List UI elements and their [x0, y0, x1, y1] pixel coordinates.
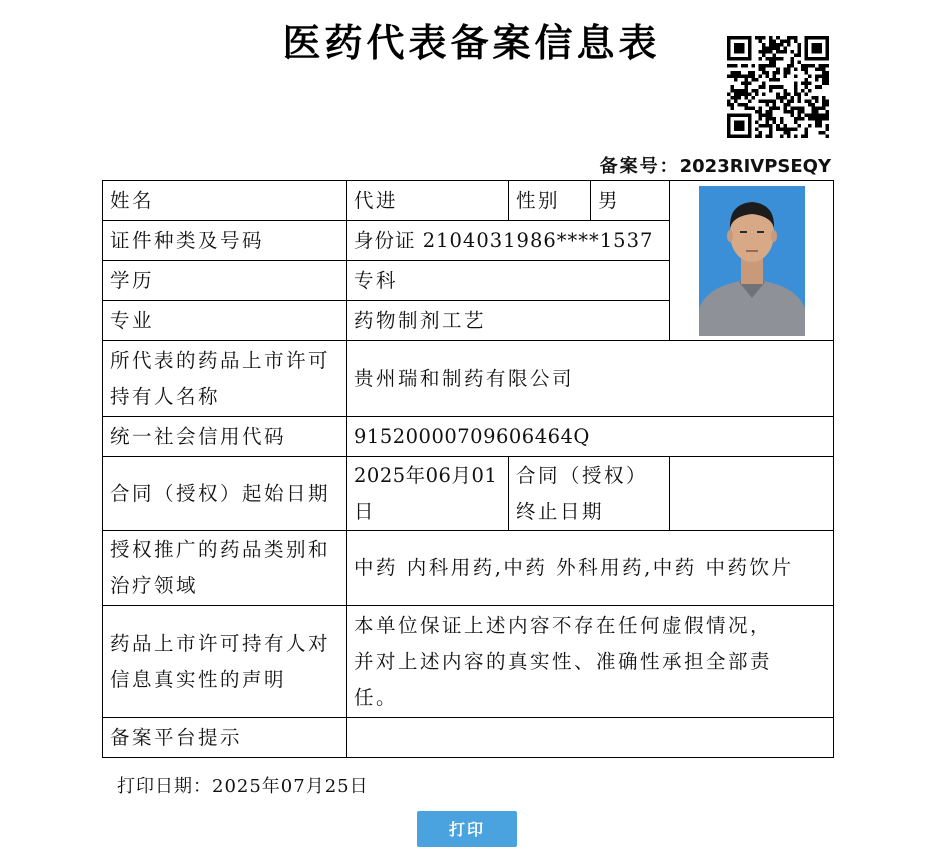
- id-label: 证件种类及号码: [103, 221, 347, 261]
- avatar: [699, 186, 805, 336]
- filing-number: [600, 152, 831, 178]
- contract-start-value: 2025年06月01日: [347, 457, 509, 531]
- major-label: 专业: [103, 301, 347, 341]
- contract-start-label: 合同（授权）起始日期: [103, 457, 347, 531]
- table-row: [103, 341, 834, 417]
- print-date-label: 打印日期：: [117, 776, 212, 797]
- qr-code: [727, 36, 829, 138]
- holder-label: 所代表的药品上市许可持有人名称: [103, 341, 347, 417]
- contract-end-label: 合同（授权）终止日期: [509, 457, 670, 531]
- contract-end-value: [670, 457, 834, 531]
- filing-number-label: 备案号：: [599, 156, 680, 177]
- drug-category-label: 授权推广的药品类别和治疗领域: [103, 531, 347, 606]
- gender-label: 性别: [509, 181, 591, 221]
- major-value: 药物制剂工艺: [347, 301, 670, 341]
- print-button[interactable]: 打印: [417, 811, 517, 847]
- print-date: [117, 772, 369, 798]
- name-label: 姓名: [103, 181, 347, 221]
- gender-value: 男: [591, 181, 670, 221]
- table-row: [103, 718, 834, 758]
- name-value: 代进: [347, 181, 509, 221]
- photo-cell: [670, 181, 834, 341]
- table-row: [103, 531, 834, 606]
- statement-value: 本单位保证上述内容不存在任何虚假情况，并对上述内容的真实性、准确性承担全部责任。: [347, 606, 834, 718]
- statement-label: 药品上市许可持有人对信息真实性的声明: [103, 606, 347, 718]
- drug-category-value: 中药 内科用药,中药 外科用药,中药 中药饮片: [347, 531, 834, 606]
- holder-value: 贵州瑞和制药有限公司: [347, 341, 834, 417]
- id-value: 身份证 2104031986****1537: [347, 221, 670, 261]
- table-row: [103, 417, 834, 457]
- platform-tip-label: 备案平台提示: [103, 718, 347, 758]
- filing-number-value: 2023RIVPSEQY: [679, 156, 831, 177]
- print-date-value: 2025年07月25日: [212, 776, 369, 797]
- table-row: [103, 606, 834, 718]
- education-label: 学历: [103, 261, 347, 301]
- table-row: [103, 457, 834, 531]
- info-table: [102, 180, 834, 758]
- credit-code-value: 91520000709606464Q: [347, 417, 834, 457]
- credit-code-label: 统一社会信用代码: [103, 417, 347, 457]
- page-title: 医药代表备案信息表: [282, 21, 661, 65]
- table-row: [103, 181, 834, 221]
- platform-tip-value: [347, 718, 834, 758]
- education-value: 专科: [347, 261, 670, 301]
